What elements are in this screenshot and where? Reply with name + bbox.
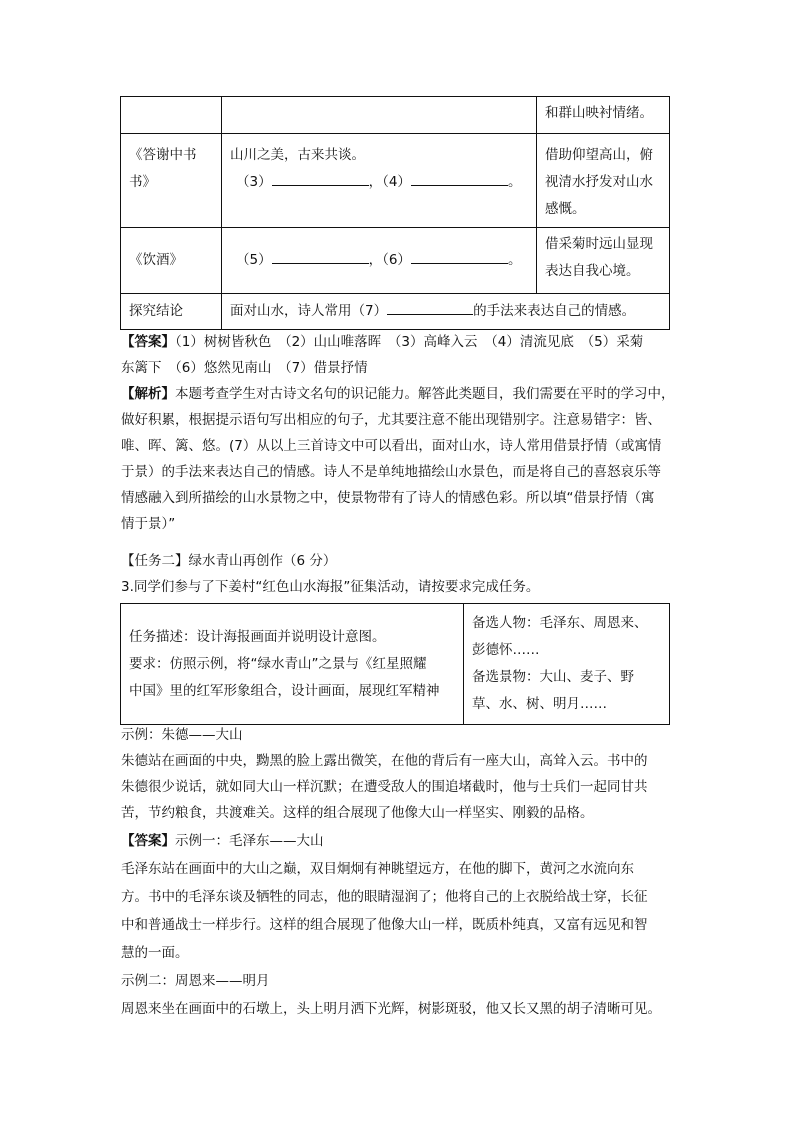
answer-label: 【答案】 (121, 334, 175, 350)
blank-line: （5） ，（6） 。 (222, 244, 536, 278)
analysis-line: 【解析】本题考查学生对古诗文名句的识记能力。解答此类题目，我们需要在平时的学习中， (121, 386, 675, 402)
table-row (121, 294, 670, 330)
table-cell: 面对山水，诗人常用（7） 的手法来表达自己的情感。 (222, 294, 670, 330)
answer-line: 东篱下 （6）悠然见南山 （7）借景抒情 (121, 360, 368, 376)
analysis-line: 于景）的手法来表达自己的情感。诗人不是单纯地描绘山水景色，而是将自己的喜怒哀乐等 (121, 464, 661, 480)
example-line: 朱德站在画面的中央，黝黑的脸上露出微笑，在他的背后有一座大山，高耸入云。书中的 (121, 753, 648, 769)
cell-text: 借采菊时远山显现表达自我心境。 (545, 236, 653, 279)
table-cell (121, 97, 222, 134)
poem-table (120, 96, 670, 330)
candidate-people: 彭德怀…… (472, 642, 540, 658)
analysis-line: 唯、晖、篱、悠。(7）从以上三首诗文中可以看出，面对山水，诗人常用借景抒情（或寓情 (121, 438, 662, 454)
answer-line: 【答案】示例一：毛泽东——大山 (121, 833, 324, 849)
fill-blank-3[interactable] (272, 171, 369, 186)
analysis-line: 情感融入到所描绘的山水景物之中，使景物带有了诗人的情感色彩。所以填“借景抒情（寓 (121, 490, 655, 506)
table-cell (537, 228, 670, 294)
analysis-line: 做好积累，根据提示语句写出相应的句子，尤其要注意不能出现错别字。注意易错字：皆、 (121, 412, 661, 428)
fill-blank-5[interactable] (272, 249, 369, 264)
answer-line: 方。书中的毛泽东谈及牺牲的同志，他的眼睛湿润了；他将自己的上衣脱给战士穿，长征 (121, 889, 648, 905)
task-requirement: 要求：仿照示例，将“绿水青山”之景与《红星照耀 (129, 655, 427, 672)
table-row (121, 97, 670, 134)
table-cell (121, 294, 222, 330)
table-row (121, 228, 670, 294)
fill-blank-6[interactable] (411, 249, 508, 264)
table-cell (537, 134, 670, 228)
example-line: 朱德很少说话，就如同大山一样沉默；在遭受敌人的围追堵截时，他与士兵们一起同甘共 (121, 779, 648, 795)
table-row (121, 604, 670, 725)
answer-line: 【答案】（1）树树皆秋色 （2）山山唯落晖 （3）高峰入云 （4）清流见底 （5）采菊 (121, 334, 644, 350)
cell-text: 山川之美，古来共谈。 (230, 147, 365, 163)
table-cell (121, 228, 222, 294)
answer-line: 慧的一面。 (121, 945, 189, 961)
example-title: 示例：朱德——大山 (121, 727, 243, 743)
question-text: 3.同学们参与了下姜村“红色山水海报”征集活动，请按要求完成任务。 (121, 579, 540, 595)
table-cell (222, 97, 537, 134)
blank-line: （3） ，（4） 。 (230, 169, 528, 196)
task-requirement: 中国》里的红军形象组合，设计画面，展现红军精神 (129, 682, 440, 699)
candidate-scenery: 草、水、树、明月…… (472, 696, 607, 712)
example-line: 苦，节约粮食，共渡难关。这样的组合展现了他像大山一样坚实、刚毅的品格。 (121, 805, 594, 821)
task-table (120, 603, 670, 725)
cell-text: 和群山映衬情绪。 (545, 105, 653, 121)
answer-line: 中和普通战士一样步行。这样的组合展现了他像大山一样，既质朴纯真，又富有远见和智 (121, 917, 648, 933)
task-heading: 【任务二】绿水青山再创作（6 分） (121, 553, 337, 569)
answer-line: 毛泽东站在画面中的大山之巅，双目炯炯有神眺望远方，在他的脚下，黄河之水流向东 (121, 861, 634, 877)
table-cell (464, 604, 670, 725)
conclusion-label: 探究结论 (129, 302, 183, 319)
answer-label: 【答案】 (121, 833, 175, 849)
poem-title: 《饮酒》 (129, 251, 183, 268)
table-cell (222, 134, 537, 228)
candidate-scenery: 备选景物：大山、麦子、野 (472, 669, 634, 685)
table-cell (537, 97, 670, 134)
candidate-people: 备选人物：毛泽东、周恩来、 (472, 615, 648, 631)
example-title: 示例二：周恩来——明月 (121, 973, 270, 989)
fill-blank-7[interactable] (387, 300, 473, 315)
poem-title: 《答谢中书书》 (129, 147, 197, 190)
analysis-label: 【解析】 (121, 386, 175, 402)
fill-blank-4[interactable] (411, 171, 508, 186)
table-cell (222, 228, 537, 294)
analysis-line: 情于景）” (121, 516, 176, 532)
table-row (121, 134, 670, 228)
answer-line: 周恩来坐在画面中的石墩上，头上明月洒下光辉，树影斑驳，他又长又黑的胡子清晰可见。 (121, 1001, 661, 1017)
table-cell (121, 134, 222, 228)
task-description: 任务描述：设计海报画面并说明设计意图。 (129, 628, 386, 645)
cell-text: 借助仰望高山，俯视清水抒发对山水感慨。 (545, 147, 653, 217)
table-cell (121, 604, 464, 725)
